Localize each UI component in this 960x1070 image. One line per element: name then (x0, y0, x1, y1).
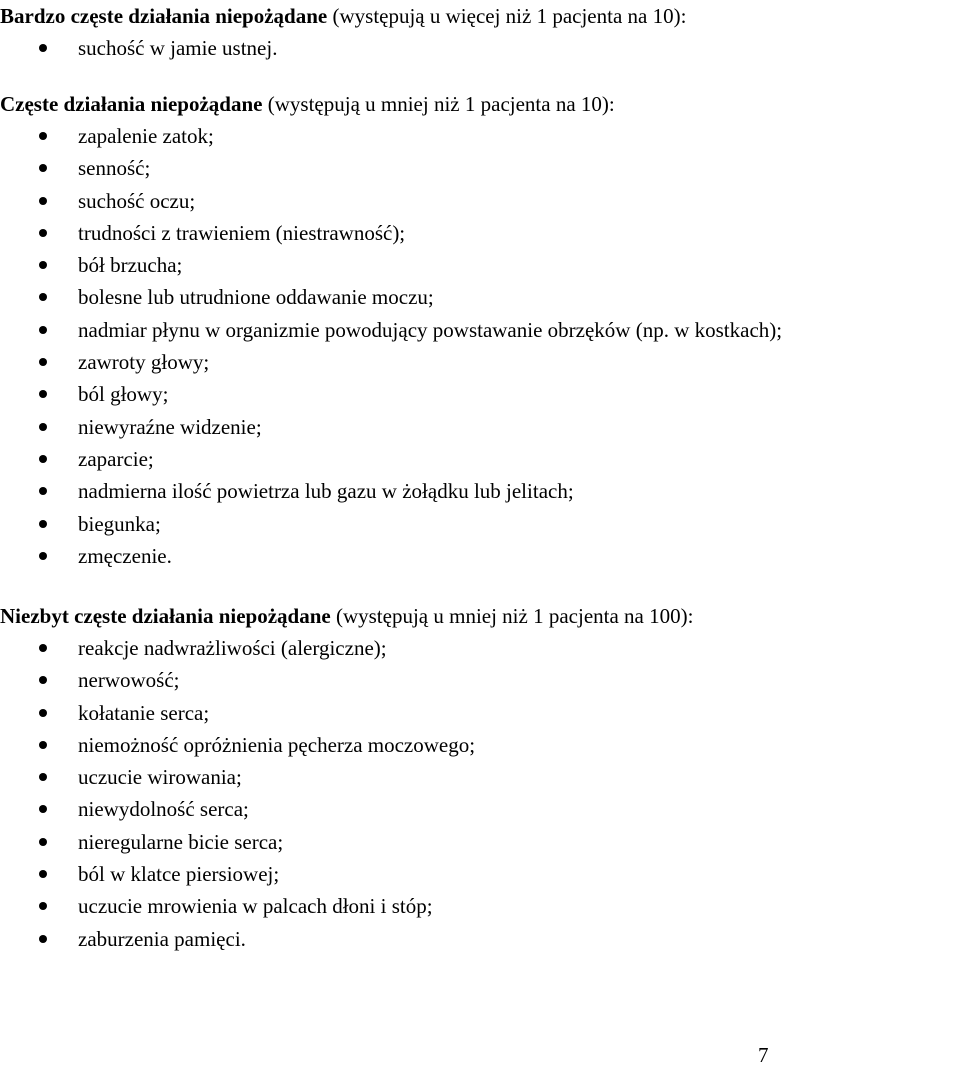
list-item (0, 826, 960, 858)
bullet-icon (39, 390, 47, 398)
list-item-text: zaburzenia pamięci. (78, 926, 246, 951)
bullet-icon (39, 709, 47, 717)
list-item (0, 185, 960, 217)
list-item (0, 923, 960, 955)
list-item (0, 249, 960, 281)
list-item-text: reakcje nadwrażliwości (alergiczne); (78, 636, 387, 660)
side-effects-list (0, 632, 960, 955)
list-item (0, 281, 960, 313)
bullet-icon (39, 773, 47, 781)
section-heading (0, 88, 960, 120)
list-item-text: ból głowy; (78, 382, 169, 407)
section-heading-bold: Częste działania niepożądane (0, 92, 263, 116)
list-item-text: zmęczenie. (78, 543, 172, 568)
bullet-icon (39, 870, 47, 878)
list-item-text: suchość oczu; (78, 188, 196, 213)
list-item-text: trudności z trawieniem (niestrawność); (78, 220, 406, 245)
section-common-side-effects (0, 88, 960, 572)
bullet-icon (39, 423, 47, 431)
list-item-text: suchość w jamie ustnej. (78, 36, 278, 60)
bullet-icon (39, 293, 47, 301)
bullet-icon (39, 455, 47, 463)
list-item (0, 217, 960, 249)
side-effects-list (0, 120, 960, 572)
list-item-text: biegunka; (78, 511, 161, 536)
list-item-text: nadmierna ilość powietrza lub gazu w żołądku lub jelitach; (78, 479, 574, 504)
bullet-icon (39, 326, 47, 334)
list-item (0, 858, 960, 890)
side-effects-list (0, 32, 960, 64)
section-heading-bold: Niezbyt częste działania niepożądane (0, 604, 331, 628)
list-item-text: kołatanie serca; (78, 700, 210, 725)
list-item (0, 729, 960, 761)
list-item (0, 664, 960, 696)
list-item (0, 540, 960, 572)
section-uncommon-side-effects (0, 600, 960, 955)
list-item-text: niewyraźne widzenie; (78, 414, 262, 439)
list-item (0, 890, 960, 922)
list-item (0, 761, 960, 793)
list-item-text: nieregularne bicie serca; (78, 829, 284, 854)
list-item-text: zapalenie zatok; (78, 124, 214, 148)
section-heading (0, 0, 960, 32)
bullet-icon (39, 197, 47, 205)
list-item (0, 32, 960, 64)
bullet-icon (39, 676, 47, 684)
list-item (0, 120, 960, 152)
bullet-icon (39, 838, 47, 846)
list-item (0, 697, 960, 729)
bullet-icon (39, 935, 47, 943)
bullet-icon (39, 805, 47, 813)
list-item (0, 508, 960, 540)
list-item (0, 632, 960, 664)
section-heading (0, 600, 960, 632)
section-heading-rest: (występują u mniej niż 1 pacjenta na 10): (262, 92, 615, 116)
bullet-icon (39, 229, 47, 237)
section-very-common-side-effects (0, 0, 960, 64)
bullet-icon (39, 487, 47, 495)
bullet-icon (39, 358, 47, 366)
section-heading-rest: (występują u więcej niż 1 pacjenta na 10): (327, 4, 687, 28)
list-item-text: niewydolność serca; (78, 797, 249, 822)
bullet-icon (39, 44, 47, 52)
list-item (0, 378, 960, 410)
list-item (0, 346, 960, 378)
list-item (0, 152, 960, 184)
bullet-icon (39, 644, 47, 652)
list-item-text: senność; (78, 156, 151, 181)
bullet-icon (39, 902, 47, 910)
list-item-text: uczucie wirowania; (78, 765, 242, 790)
list-item-text: zaparcie; (78, 446, 154, 471)
list-item (0, 411, 960, 443)
list-item-text: ból w klatce piersiowej; (78, 862, 280, 887)
bullet-icon (39, 261, 47, 269)
list-item-text: zawroty głowy; (78, 350, 210, 375)
section-heading-bold: Bardzo częste działania niepożądane (0, 4, 328, 28)
page-number: 7 (758, 1043, 769, 1067)
bullet-icon (39, 741, 47, 749)
list-item (0, 443, 960, 475)
bullet-icon (39, 132, 47, 140)
list-item-text: nadmiar płynu w organizmie powodujący powstawanie obrzęków (np. w kostkach); (78, 317, 783, 342)
list-item-text: uczucie mrowienia w palcach dłoni i stóp; (78, 894, 433, 919)
list-item-text: nerwowość; (78, 668, 180, 693)
list-item (0, 314, 960, 346)
list-item (0, 793, 960, 825)
list-item (0, 475, 960, 507)
bullet-icon (39, 164, 47, 172)
bullet-icon (39, 552, 47, 560)
list-item-text: bolesne lub utrudnione oddawanie moczu; (78, 285, 434, 310)
list-item-text: niemożność opróżnienia pęcherza moczowego; (78, 732, 476, 757)
bullet-icon (39, 520, 47, 528)
section-heading-rest: (występują u mniej niż 1 pacjenta na 100): (330, 604, 694, 628)
list-item-text: bół brzucha; (78, 253, 183, 278)
